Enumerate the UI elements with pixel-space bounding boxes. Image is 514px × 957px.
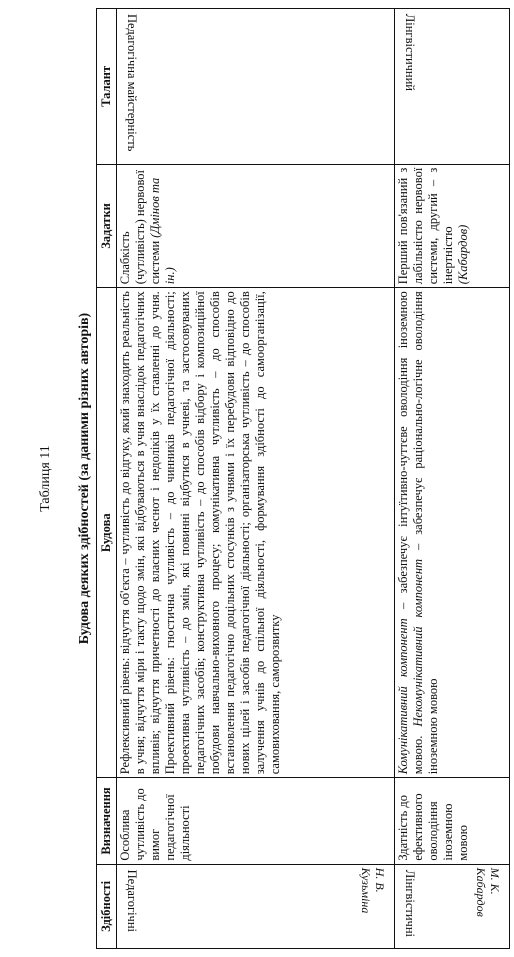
structure-text-2: – забезпечує раціонально-логічне оволодіння іноземною мовою — [411, 291, 440, 775]
table-title: Будова деяких здібностей (за даними різних авторів) — [77, 312, 92, 645]
inclination-text: Перший пов'язаний з лабільністю нервової системи, другий – з інертністю — [396, 167, 455, 285]
header-definition: Визначення — [97, 778, 117, 864]
structure-lead: Комунікативний компонент — [396, 618, 410, 775]
talent-cell — [117, 9, 395, 165]
inclination-cell — [395, 164, 510, 288]
structure-cell: Рефлексивний рівень: відчуття об'єкта – чутливість до відгуку, який знаходить реальність в учня; відчуття міри і такту щодо змін, які відбуваються в учня внаслідок педагогічних впливів; відчуття причетності до власних чеснот і недоліків у їх ставленні до учня. Проективний рівень: гностична чутливість – до чинників педагогічної діяльності; проективна чутливість – до змін, які повинні відбутися в учневі, та застосовуваних педагогічних засобів; конструктивна чутливість – до способів відбору і композиційної побудови навчально-виховного процесу; комунікативна чутливість – до способів встановлення педагогічно доцільних стосунків з учнями і їх перебудови відповідно до нових цілей і засобів педагогічної діяльності; організаторська чутливість – до способів залучення учнів до спільної діяльності, формування здібності до самоорганізації, самовиховання, саморозвитку — [117, 288, 395, 778]
ability-cell — [117, 864, 395, 948]
table-row — [117, 9, 395, 949]
table-number: Таблиця 11 — [38, 445, 53, 512]
structure-text: – забезпечує інтуїтивно-чуттєве оволодіння іноземною мовою. — [396, 291, 425, 775]
talent-cell — [395, 9, 510, 165]
header-row — [97, 9, 117, 949]
inclination-cell — [117, 164, 395, 288]
definition-cell: Здатність до ефективного оволодіння іноземною мовою — [395, 778, 510, 864]
definition-cell: Особлива чутливість до вимог педагогічної діяльності — [117, 778, 395, 864]
structure-cell — [395, 288, 510, 778]
header-structure: Будова — [97, 288, 117, 778]
ability-author: М. К. Кабардов — [473, 867, 502, 917]
inclination-text: Слабкість (чутливість) нервової системи — [118, 169, 162, 285]
ability-cell — [395, 864, 510, 948]
talent-text: Лінгвістичний — [403, 14, 417, 92]
structure-lead-2: Некомунікативний компонент — [411, 558, 425, 727]
table-row — [395, 9, 510, 949]
ability-name: Лінгвістичні — [403, 869, 417, 937]
header-abilities: Здібності — [97, 864, 117, 948]
talent-text: Педагогічна майстерність — [125, 14, 139, 152]
abilities-table — [96, 8, 510, 949]
ability-author: Н. В. Кузьміна — [358, 867, 387, 914]
inclination-author: (Кабардов) — [456, 224, 470, 285]
inclination-author: (Дмінов та ін.) — [148, 177, 177, 285]
header-talent: Талант — [97, 9, 117, 165]
header-inclinations: Задатки — [97, 164, 117, 288]
ability-name: Педагогічні — [125, 869, 139, 933]
